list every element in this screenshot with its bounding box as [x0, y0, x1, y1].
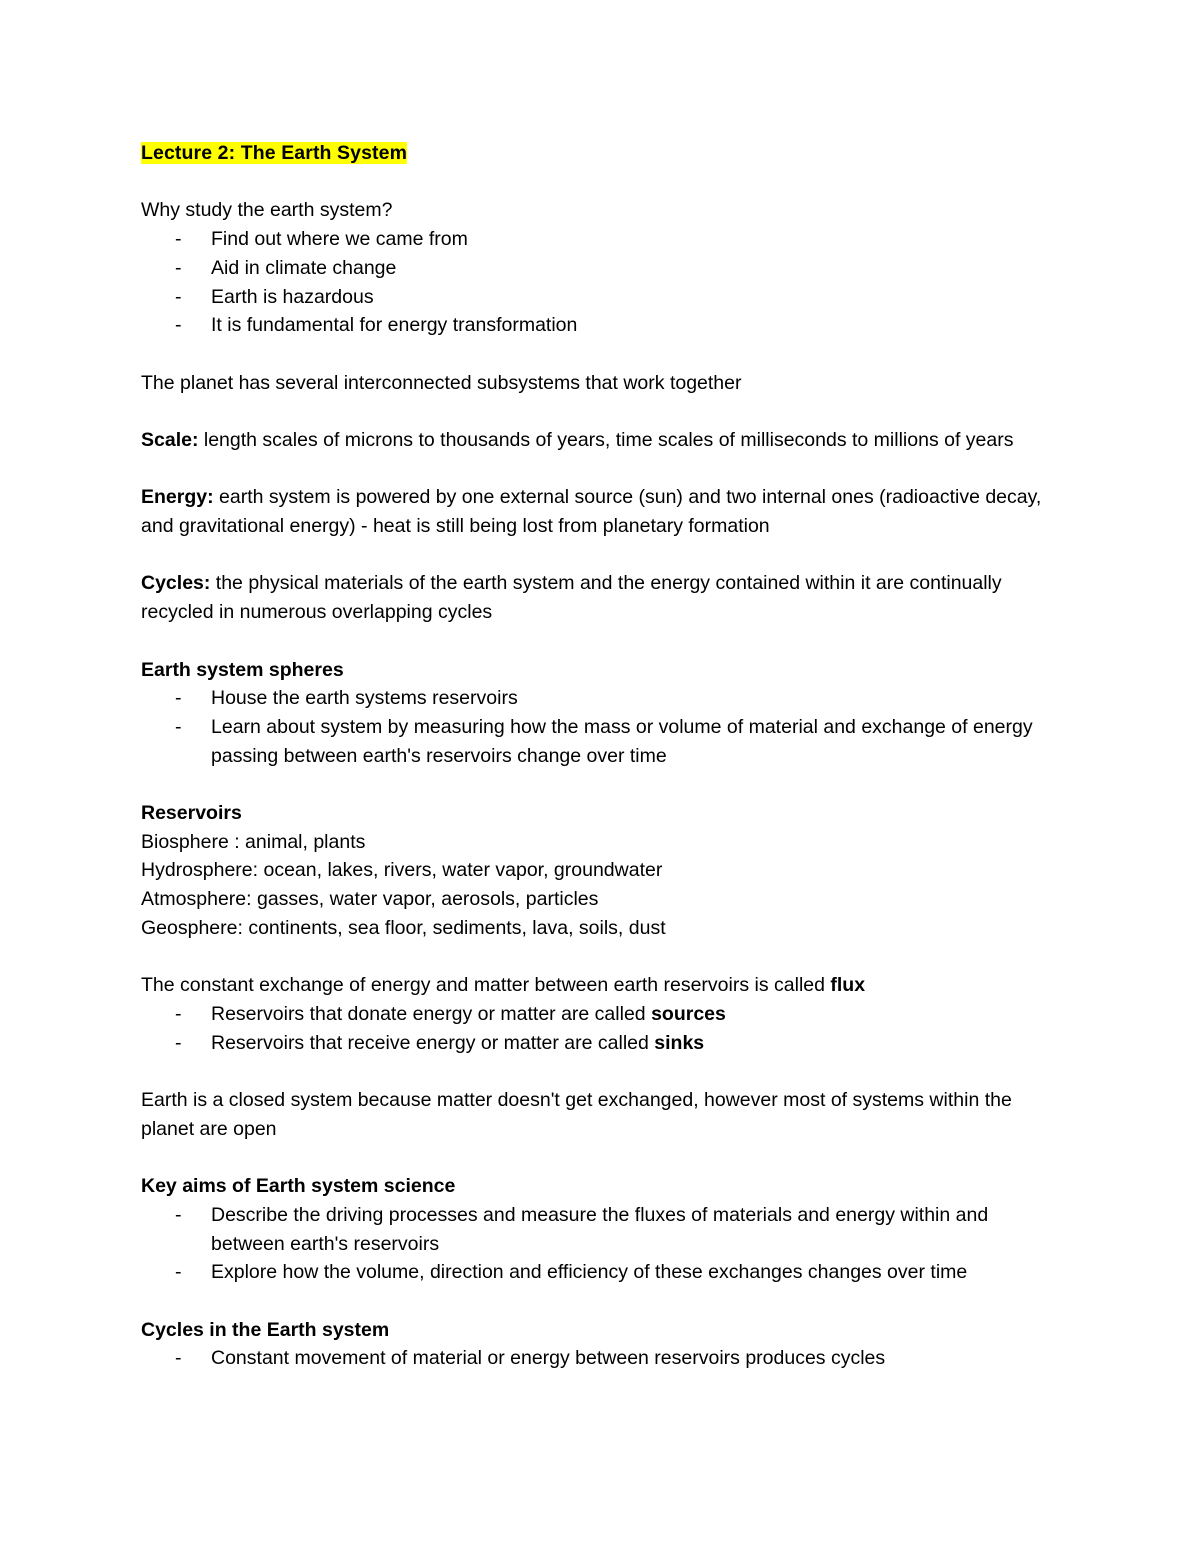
energy-text: earth system is powered by one external source (sun) and two internal ones (radioactive decay, and gravitational energy) - heat is still being lost from planetary formation	[141, 486, 1042, 538]
aims-list	[141, 1201, 1060, 1287]
reservoirs-heading: Reservoirs	[141, 802, 242, 825]
sinks-term: sinks	[654, 1031, 705, 1054]
flux-text: The constant exchange of energy and matter between earth reservoirs is called	[141, 974, 831, 997]
list-item	[211, 1000, 1060, 1029]
list-item: - House the earth systems reservoirs	[211, 684, 1060, 713]
cycles-paragraph	[141, 569, 1060, 626]
list-item: - Describe the driving processes and measure the fluxes of materials and energy within and between earth's reservoirs	[211, 1201, 1060, 1258]
why-question: Why study the earth system?	[141, 199, 393, 222]
reservoir-line: Geosphere: continents, sea floor, sediments, lava, soils, dust	[141, 916, 666, 939]
cycles-label: Cycles:	[141, 572, 211, 595]
page-title: Lecture 2: The Earth System	[141, 142, 408, 164]
cycles-section-heading: Cycles in the Earth system	[141, 1318, 390, 1341]
closed-system-paragraph: Earth is a closed system because matter doesn't get exchanged, however most of systems within the planet are open	[141, 1089, 1012, 1140]
list-item: - Earth is hazardous	[211, 283, 1060, 312]
sinks-text: Reservoirs that receive energy or matter are called	[211, 1031, 655, 1054]
cycles-text: the physical materials of the earth system and the energy contained within it are continually recycled in numerous overlapping cycles	[141, 572, 1002, 624]
why-list	[141, 225, 1060, 340]
planet-paragraph: The planet has several interconnected subsystems that work together	[141, 371, 742, 394]
sources-term: sources	[651, 1002, 726, 1025]
reservoir-line: Atmosphere: gasses, water vapor, aerosols, particles	[141, 888, 599, 911]
sources-text: Reservoirs that donate energy or matter are called	[211, 1002, 652, 1025]
energy-paragraph	[141, 483, 1060, 540]
scale-text: length scales of microns to thousands of years, time scales of milliseconds to millions of years	[198, 428, 1014, 451]
energy-label: Energy:	[141, 486, 214, 509]
reservoir-line: Hydrosphere: ocean, lakes, rivers, water vapor, groundwater	[141, 859, 663, 882]
scale-label: Scale:	[141, 428, 199, 451]
list-item	[211, 1029, 1060, 1058]
flux-paragraph	[141, 971, 1060, 1000]
title-row	[141, 139, 1060, 168]
list-item: - It is fundamental for energy transformation	[211, 311, 1060, 340]
list-item: - Explore how the volume, direction and efficiency of these exchanges changes over time	[211, 1258, 1060, 1287]
reservoir-line: Biosphere : animal, plants	[141, 830, 366, 853]
cycles-section-list	[141, 1344, 1060, 1373]
aims-heading: Key aims of Earth system science	[141, 1175, 456, 1198]
spheres-heading: Earth system spheres	[141, 658, 344, 681]
flux-list	[141, 1000, 1060, 1057]
scale-paragraph	[141, 426, 1060, 455]
list-item: - Aid in climate change	[211, 254, 1060, 283]
list-item: - Constant movement of material or energy between reservoirs produces cycles	[211, 1344, 1060, 1373]
list-item: - Find out where we came from	[211, 225, 1060, 254]
spheres-list	[141, 684, 1060, 770]
flux-term: flux	[830, 974, 866, 997]
list-item: - Learn about system by measuring how the mass or volume of material and exchange of energy passing between earth's reservoirs change over time	[211, 713, 1060, 770]
